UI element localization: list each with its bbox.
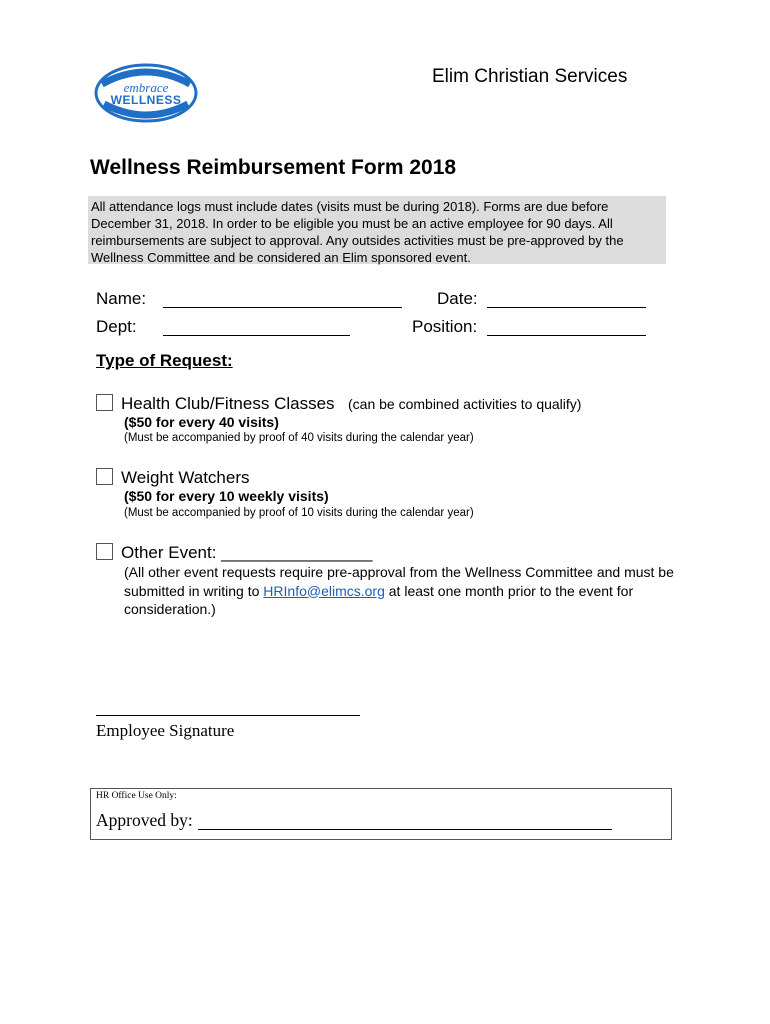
position-field[interactable] (487, 335, 646, 336)
other-event-label: Other Event: ________________ (121, 543, 373, 562)
embrace-wellness-logo (92, 62, 200, 124)
dept-label: Dept: (96, 317, 137, 336)
name-field[interactable] (163, 307, 402, 308)
weight-watchers-amount: ($50 for every 10 weekly visits) (124, 488, 329, 504)
health-club-label: Health Club/Fitness Classes (121, 394, 335, 413)
eligibility-notice: All attendance logs must include dates (visits must be during 2018). Forms are due before December 31, 2018. In order to be eligible you must be an active employee for 90 days. All reimbursements are subject to approval. Any outsides activities must be pre-approved by the Wellness Committee and be considered an Elim sponsored event. (88, 196, 666, 264)
type-of-request-heading: Type of Request: (96, 351, 233, 370)
health-club-checkbox[interactable] (96, 394, 113, 411)
date-field[interactable] (487, 307, 646, 308)
approved-by-field[interactable] (198, 829, 612, 830)
hr-email-link[interactable]: HRInfo@elimcs.org (263, 582, 385, 599)
other-event-desc-start: (All other event requests require pre-approval from the Wellness Committee and must be submitted in writing to (124, 564, 674, 599)
form-title: Wellness Reimbursement Form 2018 (90, 156, 457, 179)
organization-name: Elim Christian Services (432, 66, 628, 87)
logo-word-embrace: embrace (123, 80, 169, 95)
name-label: Name: (96, 289, 147, 308)
employee-signature-field[interactable] (96, 715, 360, 716)
logo-word-wellness: WELLNESS (110, 93, 182, 107)
date-label: Date: (437, 289, 478, 308)
weight-watchers-label: Weight Watchers (121, 468, 250, 487)
dept-field[interactable] (163, 335, 350, 336)
hr-office-label: HR Office Use Only: (96, 791, 177, 801)
other-event-checkbox[interactable] (96, 543, 113, 560)
other-event-desc-end: at least one month prior to the event for consideration.) (124, 582, 634, 617)
approved-by-label: Approved by: (96, 810, 193, 830)
weight-watchers-checkbox[interactable] (96, 468, 113, 485)
position-label: Position: (412, 317, 478, 336)
other-event-description (124, 563, 684, 619)
employee-signature-label: Employee Signature (96, 721, 235, 740)
weight-watchers-proof: (Must be accompanied by proof of 10 visits during the calendar year) (124, 507, 474, 519)
health-club-proof: (Must be accompanied by proof of 40 visits during the calendar year) (124, 432, 474, 444)
health-club-note: (can be combined activities to qualify) (348, 396, 582, 412)
health-club-amount: ($50 for every 40 visits) (124, 414, 279, 430)
